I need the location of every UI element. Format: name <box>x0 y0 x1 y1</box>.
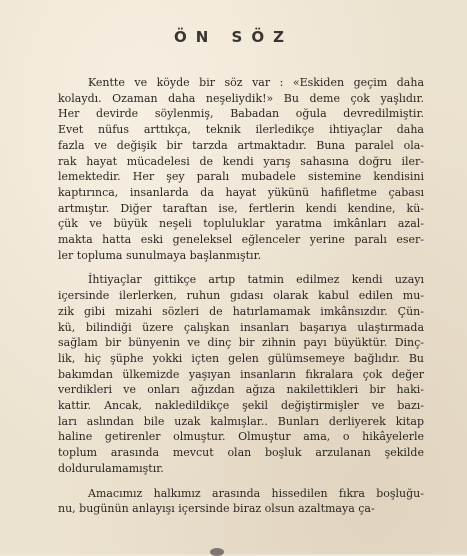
text-line: doldurulamamıştır. <box>58 461 164 475</box>
text-line: ler topluma sunulmaya başlanmıştır. <box>58 248 262 262</box>
text-line: lemektedir. Her şey paralı mubadele sistemine kendisini <box>58 170 424 184</box>
text-line: Amacımız halkımız arasında hissedilen fıkra boşluğu- <box>88 486 424 500</box>
page-title: ÖN SÖZ <box>174 28 293 46</box>
text-line: kolaydı. Ozaman daha neşeliydik!» Bu deme çok yaşlıdır. <box>58 91 424 105</box>
text-line: makta hatta eski geneleksel eğlenceler yerine paralı eser- <box>58 233 424 247</box>
text-line: Her devirde söylenmiş, Babadan oğula devredilmiştir. <box>58 107 424 121</box>
text-line: zik gibi mizahi sözleri de hatırlamamak imkânsızdır. Çün- <box>58 304 424 318</box>
text-line: toplum arasında mevcut olan boşluk arzulanan şekilde <box>58 446 424 460</box>
body-text <box>58 75 424 526</box>
text-line: fazla ve değişik bir tarzda artmaktadır. Buna paralel ola- <box>58 138 424 152</box>
text-line: haline getirenler olmuştur. Olmuştur ama, o hikâyelerle <box>58 430 424 444</box>
text-line: çük ve büyük neşeli topluluklar yaratma imkânları azal- <box>58 217 424 231</box>
text-line: rak hayat mücadelesi de kendi yarış sahasına doğru iler- <box>58 154 424 168</box>
text-line: sağlam bir bünyenin ve dinç bir zihnin payı büyüktür. Dinç- <box>58 336 424 350</box>
text-line: ları aslından bile uzak kalmışlar.. Bunları derliyerek kitap <box>58 414 424 428</box>
paragraph <box>58 75 424 263</box>
text-line: Evet nüfus arttıkça, teknik ilerledikçe ihtiyaçlar daha <box>58 123 424 137</box>
text-line: nu, bugünün anlayışı içersinde biraz olsun azaltmaya ça- <box>58 502 375 516</box>
text-line: içersinde ilerlerken, ruhun gıdası olarak kabul edilen mu- <box>58 289 424 303</box>
text-line: lik, hiç şüphe yokki içten gelen gülümsemeye bağlıdır. Bu <box>58 351 424 365</box>
text-line: verdikleri ve onları ağızdan ağıza nakilettikleri bir haki- <box>58 383 424 397</box>
paragraph <box>58 272 424 476</box>
text-line: İhtiyaçlar gittikçe artıp tatmin edilmez kendi uzayı <box>88 273 424 287</box>
page-edge-mark <box>210 548 224 556</box>
text-line: kattir. Ancak, nakledildikçe şekil değiştirmişler ve bazı- <box>58 399 424 413</box>
text-line: Kentte ve köyde bir söz var : «Eskiden geçim daha <box>88 76 424 89</box>
text-line: kü, bilindiği üzere çalışkan insanları başarıya ulaştırmada <box>58 320 424 334</box>
text-line: artmıştır. Diğer taraftan ise, fertlerin kendi kendine, kü- <box>58 201 424 215</box>
paragraph <box>58 486 424 517</box>
text-line: kaptırınca, insanlarda da hayat yükünü hafifletme çabası <box>58 185 424 199</box>
text-line: bakımdan ülkemizde yaşıyan insanların fıkralara çok değer <box>58 367 424 381</box>
